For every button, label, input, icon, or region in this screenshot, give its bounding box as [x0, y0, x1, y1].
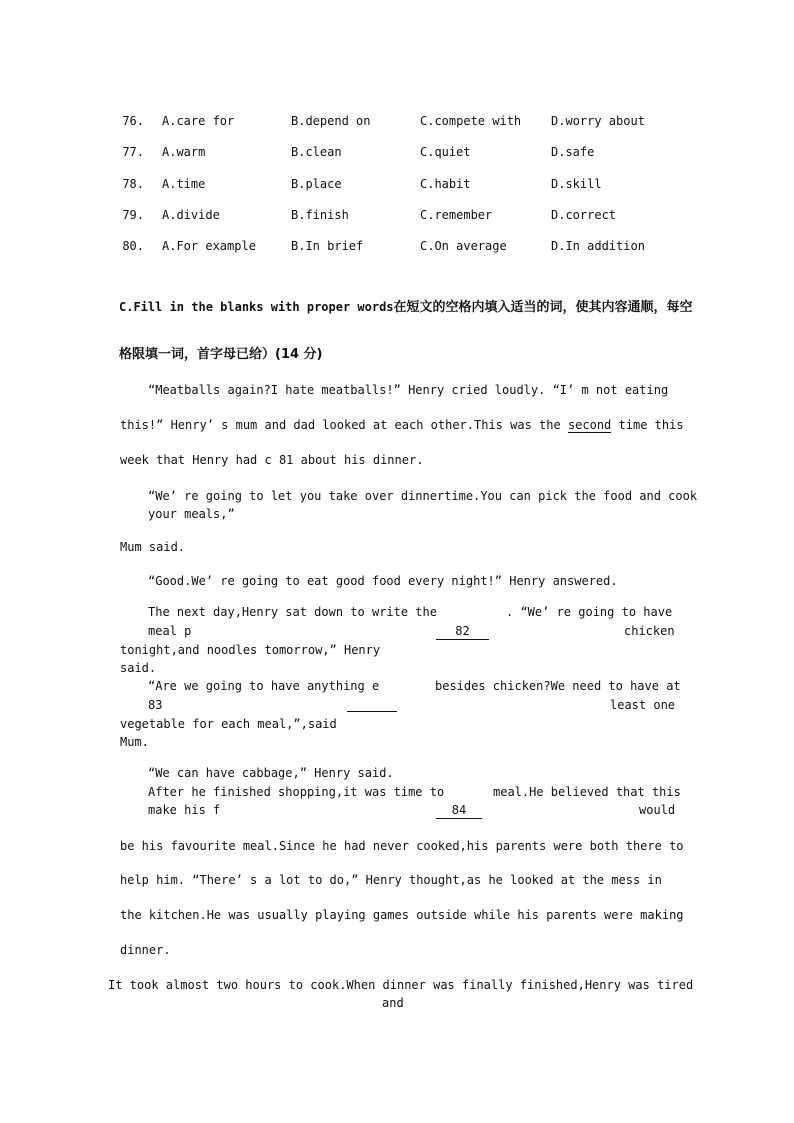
passage-line: “We can have cabbage,” Henry said.	[148, 766, 394, 780]
question-number: 78.	[122, 177, 144, 191]
passage-line: help him. “There’ s a lot to do,” Henry thought,as he looked at the mess in	[120, 873, 662, 887]
passage-line: The next day,Henry sat down to write the	[148, 605, 437, 619]
section-title-cn: 在短文的空格内填入适当的词，使其内容通顺，每空	[393, 300, 693, 315]
option-a: A.divide	[162, 208, 220, 222]
passage-line: After he finished shopping,it was time to	[148, 785, 445, 799]
passage-line: vegetable for each meal,”,said	[120, 717, 337, 731]
option-c: C.compete with	[420, 114, 522, 128]
section-title-cont: 格限填一词，首字母已给）(14 分)	[119, 347, 323, 362]
section-title	[119, 299, 693, 316]
blank-84[interactable]: 84	[436, 802, 482, 819]
passage-line: and	[382, 996, 404, 1010]
passage-line: the kitchen.He was usually playing games outside while his parents were making	[120, 908, 684, 922]
passage-line: your meals,”	[148, 507, 235, 521]
option-b: B.In brief	[291, 239, 364, 253]
question-number: 80.	[122, 239, 144, 253]
option-c: C.quiet	[420, 145, 471, 159]
passage-line: said.	[120, 661, 157, 675]
passage-line: besides chicken?We need to have at	[435, 679, 681, 693]
option-a: A.warm	[162, 145, 206, 159]
option-d: D.correct	[551, 208, 617, 222]
blank-82[interactable]: 82	[436, 623, 489, 640]
passage-line: make his f	[148, 803, 221, 817]
option-b: B.place	[291, 177, 342, 191]
option-d: D.skill	[551, 177, 602, 191]
passage-line: dinner.	[120, 943, 171, 957]
passage-line: “Good.We’ re going to eat good food every night!” Henry answered.	[148, 574, 618, 588]
option-a: A.care for	[162, 114, 235, 128]
option-a: A.time	[162, 177, 206, 191]
passage-line: meal.He believed that this	[493, 785, 681, 799]
passage-line: “We’ re going to let you take over dinnertime.You can pick the food and cook	[148, 489, 698, 503]
option-c: C.habit	[420, 177, 471, 191]
option-d: D.In addition	[551, 239, 645, 253]
question-number: 79.	[122, 208, 144, 222]
passage-line: be his favourite meal.Since he had never cooked,his parents were both there to	[120, 839, 684, 853]
passage-line: “Are we going to have anything e	[148, 679, 380, 693]
passage-line: tonight,and noodles tomorrow,” Henry	[120, 643, 381, 657]
section-title-en: C.Fill in the blanks with proper words	[119, 300, 394, 314]
option-d: D.worry about	[551, 114, 645, 128]
question-number: 77.	[122, 145, 144, 159]
text-segment: time this	[611, 418, 684, 432]
option-c: C.remember	[420, 208, 493, 222]
passage-line: would	[639, 803, 676, 817]
question-number: 76.	[122, 114, 144, 128]
blank-83-label: 83	[148, 698, 163, 712]
option-a: A.For example	[162, 239, 256, 253]
passage-line: “Meatballs again?I hate meatballs!” Henry cried loudly. “I’ m not eating	[148, 383, 669, 397]
text-segment: this!” Henry’ s mum and dad looked at each other.This was the	[120, 418, 568, 432]
passage-line: . “We’ re going to have	[506, 605, 673, 619]
passage-line: Mum said.	[120, 540, 186, 554]
option-b: B.depend on	[291, 114, 371, 128]
passage-line: Mum.	[120, 735, 149, 749]
option-c: C.On average	[420, 239, 507, 253]
passage-line: least one	[610, 698, 676, 712]
passage-line	[120, 417, 684, 433]
passage-line: It took almost two hours to cook.When dinner was finally finished,Henry was tired	[108, 978, 694, 992]
option-d: D.safe	[551, 145, 595, 159]
blank-83[interactable]	[347, 697, 397, 712]
underlined-word: second	[567, 418, 612, 432]
passage-line: week that Henry had c 81 about his dinner.	[120, 453, 424, 467]
passage-line: chicken	[624, 624, 675, 638]
option-b: B.finish	[291, 208, 349, 222]
passage-line: meal p	[148, 624, 192, 638]
option-b: B.clean	[291, 145, 342, 159]
